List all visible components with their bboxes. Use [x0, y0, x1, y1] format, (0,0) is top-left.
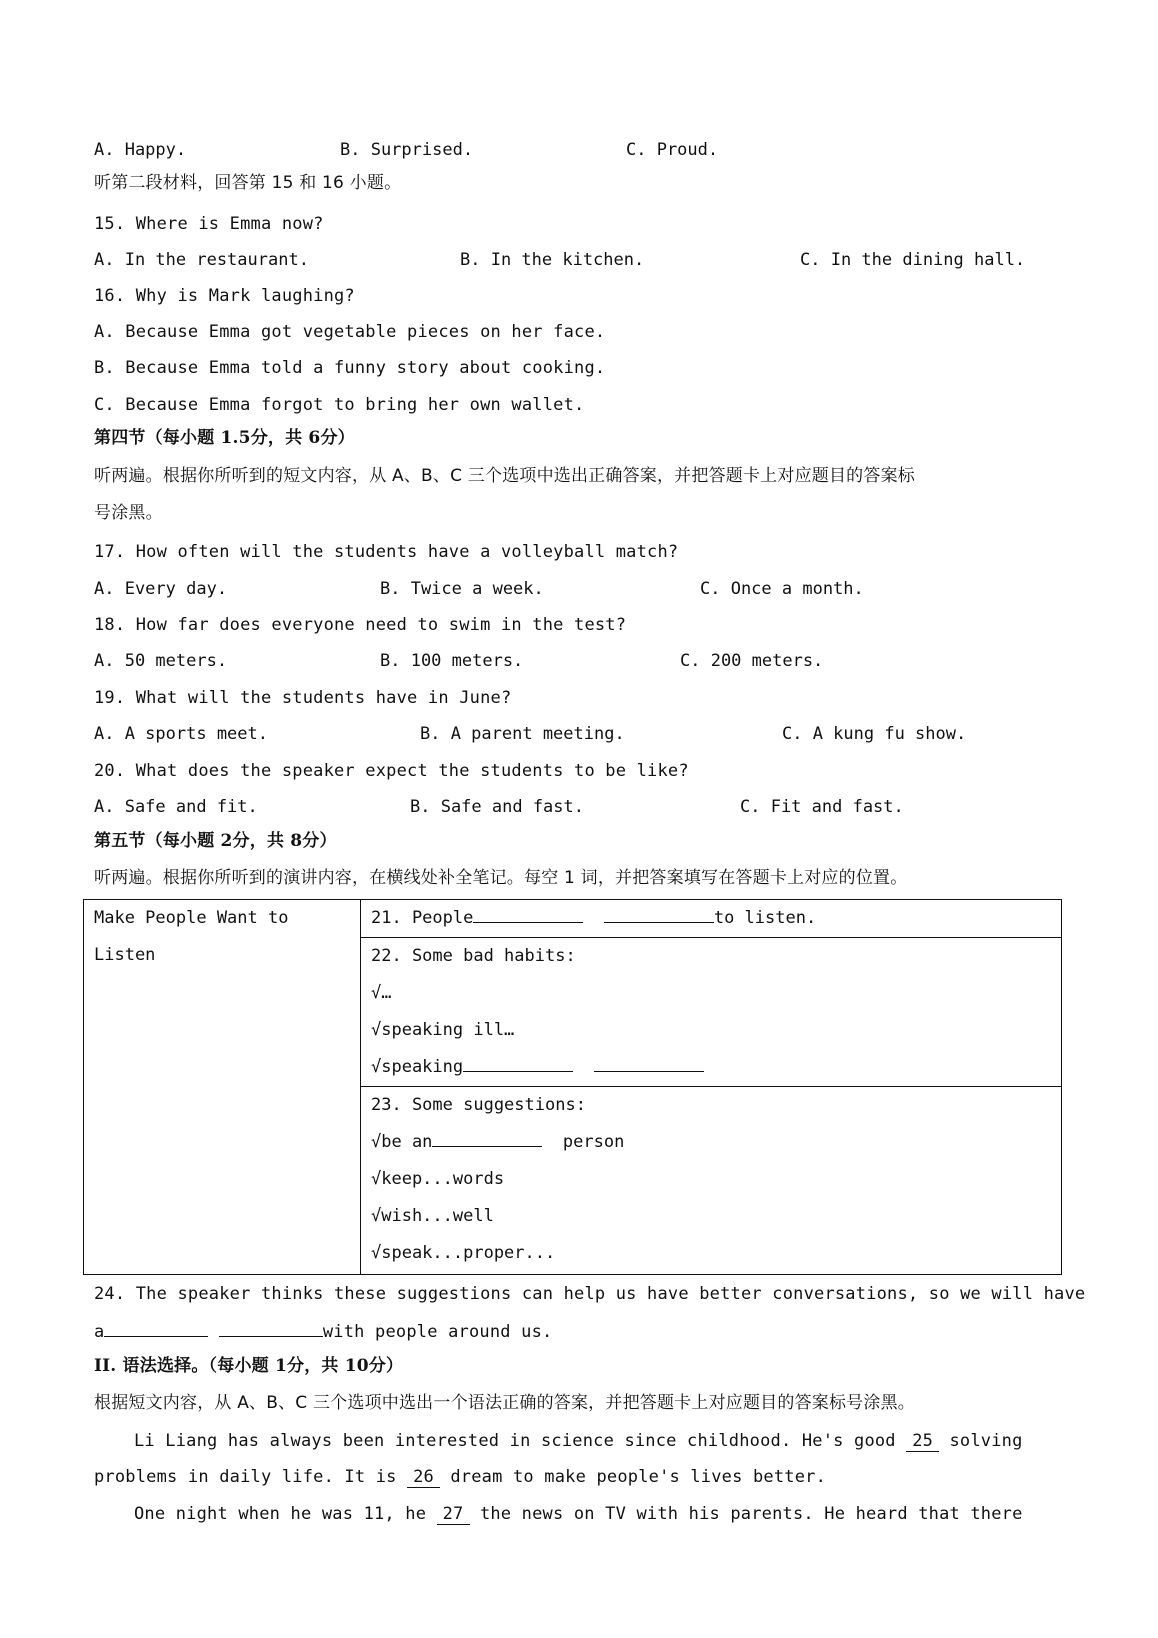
q22-item-3: √speaking [371, 1057, 464, 1077]
passage-p1-b: solving [949, 1431, 1023, 1451]
q14-option-b: B. Surprised. [340, 140, 474, 160]
q17-option-c: C. Once a month. [700, 579, 864, 599]
q18-option-b: B. 100 meters. [380, 651, 524, 671]
q14-option-a: A. Happy. [94, 140, 187, 160]
passage-p2-a: One night when he was 11, he [134, 1504, 427, 1524]
part2-instruction: 根据短文内容，从 A、B、C 三个选项中选出一个语法正确的答案，并把答题卡上对应题目的答案标号涂黑。 [94, 1393, 915, 1413]
q15-stem: 15. Where is Emma now? [94, 214, 324, 234]
notes-q22-cell [361, 938, 1062, 1087]
q19-option-a: A. A sports meet. [94, 724, 268, 744]
q16-stem: 16. Why is Mark laughing? [94, 286, 355, 306]
q22-item-1: √… [371, 983, 392, 1003]
notes-topic-line2: Listen [94, 945, 156, 965]
section4-instruction-1: 听两遍。根据你所听到的短文内容，从 A、B、C 三个选项中选出正确答案，并把答题卡上对应题目的答案标 [94, 466, 915, 486]
section5-instruction: 听两遍。根据你所听到的演讲内容，在横线处补全笔记。每空 1 词，并把答案填写在答题卡上对应的位置。 [94, 868, 908, 888]
q24-prefix: a [94, 1322, 105, 1342]
q23-item-2: √keep...words [371, 1169, 505, 1189]
section5-title: 第五节（每小题 2分，共 8分） [94, 831, 337, 851]
section4-title: 第四节（每小题 1.5分，共 6分） [94, 428, 355, 448]
notes-q23-cell [361, 1087, 1062, 1275]
q23-item-1-line [361, 1124, 1061, 1161]
passage-line-1 [134, 1430, 1023, 1452]
q17-option-b: B. Twice a week. [380, 579, 544, 599]
passage-line-2 [94, 1466, 826, 1488]
q21-suffix: to listen. [713, 908, 817, 928]
q24-line1: 24. The speaker thinks these suggestions can help us have better conversations, so we will have [94, 1284, 1086, 1304]
q17-option-a: A. Every day. [94, 579, 228, 599]
q23-item-4: √speak...proper... [371, 1243, 556, 1263]
q19-stem: 19. What will the students have in June? [94, 688, 512, 708]
q20-stem: 20. What does the speaker expect the students to be like? [94, 761, 689, 781]
passage-line-3 [134, 1503, 1023, 1525]
blank-25: 25 [906, 1431, 939, 1452]
q20-option-a: A. Safe and fit. [94, 797, 258, 817]
q16-option-b: B. Because Emma told a funny story about cooking. [94, 358, 606, 378]
q24-line2 [94, 1320, 552, 1343]
q21-blank-2 [604, 906, 714, 923]
passage-p1-d: dream to make people's lives better. [450, 1467, 827, 1487]
q18-option-c: C. 200 meters. [680, 651, 824, 671]
q19-option-c: C. A kung fu show. [782, 724, 967, 744]
q19-option-b: B. A parent meeting. [420, 724, 625, 744]
q15-option-b: B. In the kitchen. [460, 250, 645, 270]
q22-blank-1 [463, 1055, 573, 1072]
blank-26: 26 [407, 1467, 440, 1488]
q23-head: 23. Some suggestions: [371, 1095, 586, 1115]
notes-q21-cell [361, 900, 1062, 938]
q24-suffix: with people around us. [322, 1322, 553, 1342]
q14-option-c: C. Proud. [626, 140, 719, 160]
q18-option-a: A. 50 meters. [94, 651, 228, 671]
section4-instruction-2: 号涂黑。 [94, 503, 163, 523]
notes-table [83, 899, 1062, 1275]
q15-option-c: C. In the dining hall. [800, 250, 1026, 270]
q18-stem: 18. How far does everyone need to swim in the test? [94, 615, 627, 635]
q23-item-1-suffix: person [562, 1132, 625, 1152]
q22-head: 22. Some bad habits: [371, 946, 576, 966]
q24-blank-2 [219, 1320, 323, 1337]
part2-title: II. 语法选择。（每小题 1分，共 10分） [94, 1356, 404, 1376]
q24-blank-1 [104, 1320, 208, 1337]
q23-item-1-prefix: √be an [371, 1132, 433, 1152]
q22-blank-2 [594, 1055, 704, 1072]
q20-option-c: C. Fit and fast. [740, 797, 904, 817]
q16-option-c: C. Because Emma forgot to bring her own wallet. [94, 395, 585, 415]
q22-item-2: √speaking ill… [371, 1020, 515, 1040]
q20-option-b: B. Safe and fast. [410, 797, 584, 817]
passage-p2-b: the news on TV with his parents. He heard that there [479, 1504, 1023, 1524]
q17-stem: 17. How often will the students have a volleyball match? [94, 542, 679, 562]
blank-27: 27 [437, 1504, 470, 1525]
notes-q21-line [361, 900, 1061, 937]
q16-option-a: A. Because Emma got vegetable pieces on her face. [94, 322, 606, 342]
notes-topic-cell [84, 900, 361, 1275]
passage-p1-a: Li Liang has always been interested in science since childhood. He's good [134, 1431, 896, 1451]
q23-item-3: √wish...well [371, 1206, 494, 1226]
q22-item-3-line [361, 1049, 1061, 1086]
notes-topic-line1: Make People Want to [94, 908, 289, 928]
passage-p1-c: problems in daily life. It is [94, 1467, 397, 1487]
q15-option-a: A. In the restaurant. [94, 250, 309, 270]
q23-blank [432, 1130, 542, 1147]
material2-intro: 听第二段材料，回答第 15 和 16 小题。 [94, 173, 402, 193]
q21-prefix: 21. People [371, 908, 474, 928]
q21-blank-1 [473, 906, 583, 923]
